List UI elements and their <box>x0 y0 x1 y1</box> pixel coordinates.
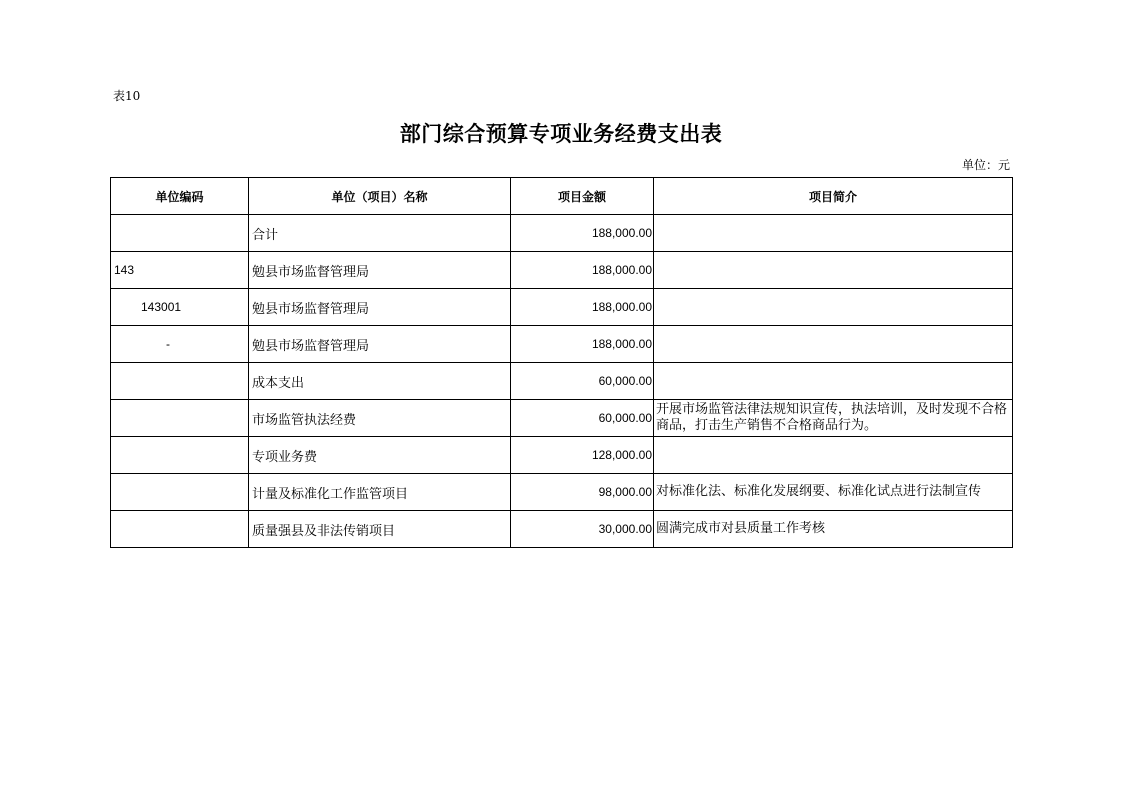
table-row <box>111 437 1013 474</box>
amount-cell: 188,000.00 <box>511 289 654 326</box>
unit-name-cell: 勉县市场监督管理局 <box>249 289 511 326</box>
unit-name-cell: 勉县市场监督管理局 <box>249 326 511 363</box>
description-cell <box>654 326 1013 363</box>
unit-code-cell <box>111 215 249 252</box>
table-row <box>111 474 1013 511</box>
unit-name-cell: 成本支出 <box>249 363 511 400</box>
amount-cell: 188,000.00 <box>511 326 654 363</box>
unit-code-cell: 143001 <box>111 289 249 326</box>
description-cell <box>654 252 1013 289</box>
table-row <box>111 400 1013 437</box>
amount-cell: 60,000.00 <box>511 400 654 437</box>
amount-cell: 128,000.00 <box>511 437 654 474</box>
table-header-row <box>111 178 1013 215</box>
amount-cell: 30,000.00 <box>511 511 654 548</box>
unit-name-cell: 专项业务费 <box>249 437 511 474</box>
column-header-name: 单位（项目）名称 <box>249 178 511 215</box>
amount-cell: 98,000.00 <box>511 474 654 511</box>
table-row <box>111 511 1013 548</box>
table-row <box>111 215 1013 252</box>
amount-cell: 188,000.00 <box>511 252 654 289</box>
unit-name-cell: 勉县市场监督管理局 <box>249 252 511 289</box>
description-cell <box>654 363 1013 400</box>
description-cell: 开展市场监管法律法规知识宣传，执法培训，及时发现不合格商品，打击生产销售不合格商品行为。 <box>654 400 1013 437</box>
unit-name-cell: 合计 <box>249 215 511 252</box>
budget-table <box>110 177 1013 548</box>
table-row <box>111 252 1013 289</box>
unit-code-cell <box>111 437 249 474</box>
document-title: 部门综合预算专项业务经费支出表 <box>399 121 723 146</box>
unit-code-cell <box>111 511 249 548</box>
column-header-amount: 项目金额 <box>511 178 654 215</box>
unit-code-cell: 143 <box>111 252 249 289</box>
description-cell: 圆满完成市对县质量工作考核 <box>654 511 1013 548</box>
table-row <box>111 363 1013 400</box>
description-cell <box>654 215 1013 252</box>
description-cell <box>654 289 1013 326</box>
table-row <box>111 289 1013 326</box>
description-cell: 对标准化法、标准化发展纲要、标准化试点进行法制宣传 <box>654 474 1013 511</box>
description-cell <box>654 437 1013 474</box>
unit-code-cell <box>111 400 249 437</box>
column-header-description: 项目简介 <box>654 178 1013 215</box>
amount-cell: 60,000.00 <box>511 363 654 400</box>
unit-code-cell: - <box>111 326 249 363</box>
unit-name-cell: 市场监管执法经费 <box>249 400 511 437</box>
unit-code-cell <box>111 363 249 400</box>
table-number-label: 表10 <box>113 89 141 103</box>
unit-name-cell: 质量强县及非法传销项目 <box>249 511 511 548</box>
unit-code-cell <box>111 474 249 511</box>
column-header-code: 单位编码 <box>111 178 249 215</box>
unit-name-cell: 计量及标准化工作监管项目 <box>249 474 511 511</box>
table-row <box>111 326 1013 363</box>
unit-note: 单位：元 <box>961 158 1010 172</box>
amount-cell: 188,000.00 <box>511 215 654 252</box>
